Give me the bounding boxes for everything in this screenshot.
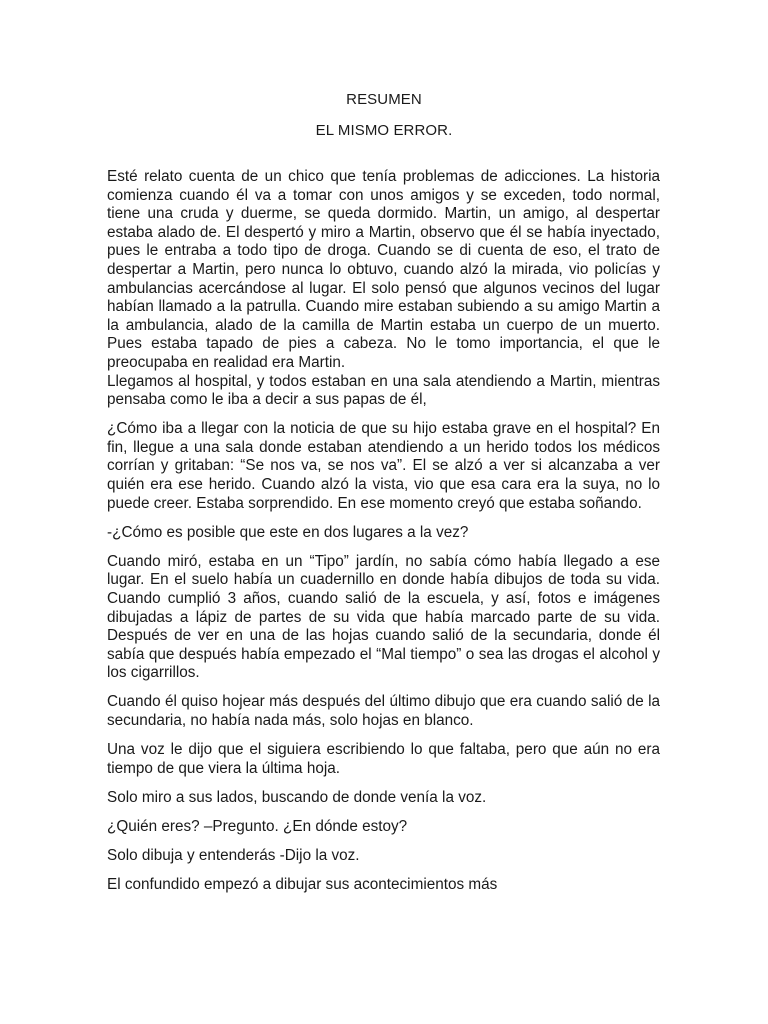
paragraph: Una voz le dijo que el siguiera escribiendo lo que faltaba, pero que aún no era tiempo de que viera la última hoja. xyxy=(107,741,660,777)
paragraph: ¿Quién eres? –Pregunto. ¿En dónde estoy? xyxy=(107,817,408,835)
paragraph: Solo dibuja y entenderás -Dijo la voz. xyxy=(107,847,360,864)
paragraph: Solo miro a sus lados, buscando de donde venía la voz. xyxy=(107,788,487,806)
paragraph: ¿Cómo iba a llegar con la noticia de que su hijo estaba grave en el hospital? En fin, llegue a una sala donde estaban atendiendo a un herido todos los médicos corrían y gritaban: “Se nos va, se nos va”. El se alzó a ver si alcanzaba a ver quién era ese herido. Cuando alzó la vista, vio que esa cara era la suya, no lo puede creer. Estaba sorprendido. En ese momento creyó que estaba soñando. xyxy=(107,420,660,512)
document-heading: RESUMEN xyxy=(346,91,422,108)
paragraph: Esté relato cuenta de un chico que tenía problemas de adicciones. La historia comienza cuando él va a tomar con unos amigos y se exceden, todo normal, tiene una cruda y duerme, se queda dormido. Martin, un amigo, al despertar estaba alado de. El despertó y miro a Martin, observo que él se había inyectado, pues le entraba a todo tipo de droga. Cuando se di cuenta de eso, el trato de despertar a Martin, pero nunca lo obtuvo, cuando alzó la mirada, vio policías y ambulancias acercándose al lugar. El solo pensó que algunos vecinos del lugar habían llamado a la patrulla. Cuando mire estaban subiendo a su amigo Martin a la ambulancia, alado de la camilla de Martin estaba un cuerpo de un muerto. Pues estaba tapado de pies a cabeza. No le tomo importancia, el que le preocupaba en realidad era Martin. xyxy=(107,168,660,371)
document-body xyxy=(107,168,660,905)
paragraph: Cuando él quiso hojear más después del último dibujo que era cuando salió de la secundaria, no había nada más, solo hojas en blanco. xyxy=(107,693,660,730)
paragraph: -¿Cómo es posible que este en dos lugares a la vez? xyxy=(107,523,469,541)
document-subheading: EL MISMO ERROR. xyxy=(315,122,453,139)
paragraph: Cuando miró, estaba en un “Tipo” jardín, no sabía cómo había llegado a ese lugar. En el suelo había un cuadernillo en donde había dibujos de toda su vida. Cuando cumplió 3 años, cuando salió de la escuela, y así, fotos e imágenes dibujadas a lápiz de partes de su vida que había marcado parte de su vida. Después de ver en una de las hojas cuando salió de la secundaria, donde él sabía que después había empezado el “Mal tiempo” o sea las drogas el alcohol y los cigarrillos. xyxy=(107,552,660,682)
paragraph: Llegamos al hospital, y todos estaban en una sala atendiendo a Martin, mientras pensaba como le iba a decir a sus papas de él, xyxy=(107,372,660,409)
paragraph: El confundido empezó a dibujar sus acontecimientos más xyxy=(107,876,498,894)
